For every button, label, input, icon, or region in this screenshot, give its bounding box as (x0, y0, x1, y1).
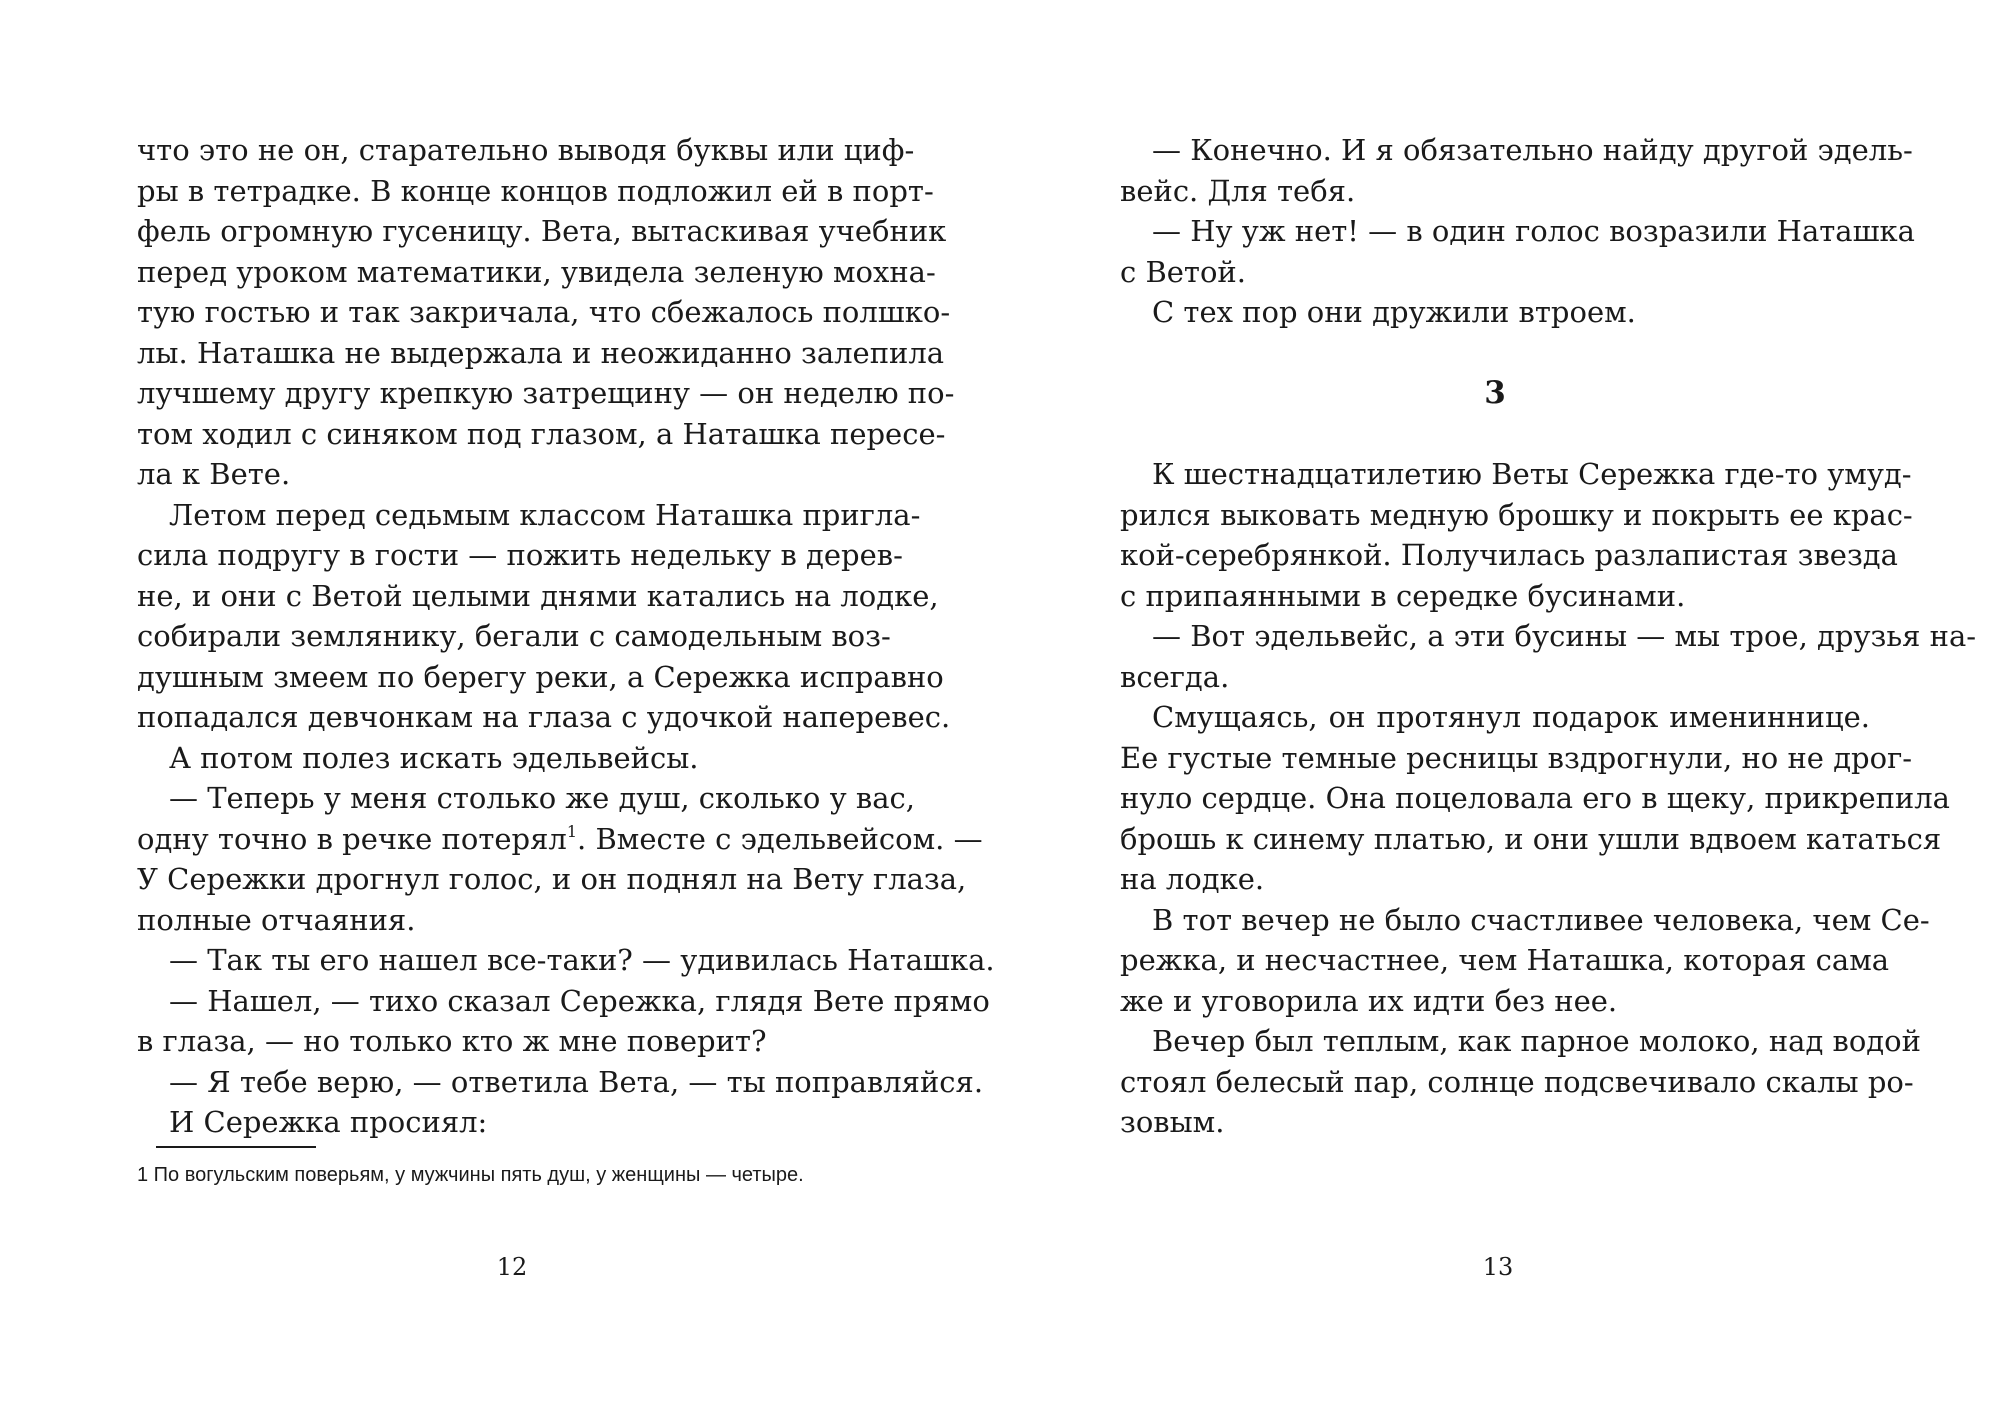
text-line: всегда. (1120, 659, 1230, 694)
right-page-text (1120, 130, 1977, 1143)
text-line: ла к Вете. (137, 457, 291, 491)
text-line: Вечер был теплым, как парное молоко, над водой (1152, 1024, 1921, 1058)
text-line: не, и они с Ветой целыми днями катались на лодке, (137, 578, 939, 613)
text-line: фель огромную гусеницу. Вета, вытаскивая учебник (137, 214, 947, 248)
text-line: Смущаясь, он протянул подарок имениннице. (1152, 700, 1870, 734)
text-line: ры в тетрадке. В конце концов подложил ей в порт- (137, 173, 934, 208)
text-line: — Ну уж нет! — в один голос возразили Наташка (1152, 214, 1915, 248)
text-line: же и уговорила их идти без нее. (1120, 983, 1618, 1018)
text-line: что это не он, старательно выводя буквы или циф- (137, 133, 915, 167)
page-number-left: 12 (496, 1253, 528, 1281)
chapter-heading: 3 (1484, 375, 1506, 411)
text-line: — Нашел, — тихо сказал Сережка, глядя Вете прямо (169, 983, 990, 1018)
text-line: режка, и несчастнее, чем Наташка, которая сама (1120, 943, 1890, 977)
text-line: И Сережка просиял: (169, 1105, 488, 1139)
footnote-marker: 1 (566, 821, 578, 841)
text-line: тую гостью и так закричала, что сбежалось полшко- (137, 295, 951, 329)
blank-line (1120, 414, 1870, 455)
text-line: нуло сердце. Она поцеловала его в щеку, прикрепила (1120, 781, 1950, 815)
text-line: — Конечно. И я обязательно найду другой эдель- (1152, 133, 1913, 167)
text-line: брошь к синему платью, и они ушли вдвоем кататься (1120, 821, 1942, 856)
text-line: сила подругу в гости — пожить недельку в дерев- (137, 538, 903, 572)
text-line: лучшему другу крепкую затрещину — он неделю по- (137, 376, 955, 410)
page-number-right: 13 (1482, 1253, 1514, 1281)
text-line: Летом перед седьмым классом Наташка пригла- (169, 497, 921, 532)
text-line: зовым. (1120, 1105, 1225, 1139)
text-line: перед уроком математики, увидела зеленую мохна- (137, 254, 936, 289)
text-line: — Я тебе верю, — ответила Вета, — ты поправляйся. (169, 1064, 984, 1099)
text-line: полные отчаяния. (137, 902, 416, 937)
text-line: — Теперь у меня столько же душ, сколько у вас, (169, 781, 915, 815)
text-line: собирали землянику, бегали с самодельным воз- (137, 619, 891, 653)
text-line: на лодке. (1120, 862, 1265, 896)
text-line: лы. Наташка не выдержала и неожиданно залепила (137, 335, 945, 370)
text-line: рился выковать медную брошку и покрыть ее крас- (1120, 497, 1913, 532)
blank-line (1120, 333, 1870, 374)
text-line: с Ветой. (1120, 254, 1246, 289)
text-line: — Вот эдельвейс, а эти бусины — мы трое, друзья на- (1152, 619, 1977, 653)
right-page (1000, 0, 2000, 1411)
text-line: К шестнадцатилетию Веты Сережка где-то умуд- (1152, 457, 1912, 491)
text-line: В тот вечер не было счастливее человека, чем Се- (1152, 902, 1930, 937)
text-line: стоял белесый пар, солнце подсвечивало скалы ро- (1120, 1064, 1914, 1099)
text-line: А потом полез искать эдельвейсы. (169, 740, 699, 775)
text-line (137, 819, 983, 860)
text-line: душным змеем по берегу реки, а Сережка исправно (137, 659, 944, 694)
text-segment: . Вместе с эдельвейсом. — (577, 821, 983, 856)
text-line: с припаянными в середке бусинами. (1120, 578, 1686, 613)
text-line: У Сережки дрогнул голос, и он поднял на Вету глаза, (137, 862, 967, 896)
text-line: Ее густые темные ресницы вздрогнули, но не дрог- (1120, 740, 1913, 775)
text-line: том ходил с синяком под глазом, а Наташка пересе- (137, 416, 946, 451)
footnote: 1 По вогульским поверьям, у мужчины пять душ, у женщины — четыре. (137, 1164, 804, 1186)
text-line: кой-серебрянкой. Получилась разлапистая звезда (1120, 538, 1898, 572)
left-page-text (137, 130, 995, 1143)
text-segment: одну точно в речке потерял (137, 821, 567, 856)
text-line: в глаза, — но только кто ж мне поверит? (137, 1024, 767, 1058)
footnote-separator (156, 1146, 316, 1148)
text-line: С тех пор они дружили втроем. (1152, 295, 1636, 329)
text-line: попадался девчонкам на глаза с удочкой наперевес. (137, 700, 951, 734)
text-line: — Так ты его нашел все-таки? — удивилась Наташка. (169, 943, 995, 977)
text-line: вейс. Для тебя. (1120, 173, 1356, 208)
